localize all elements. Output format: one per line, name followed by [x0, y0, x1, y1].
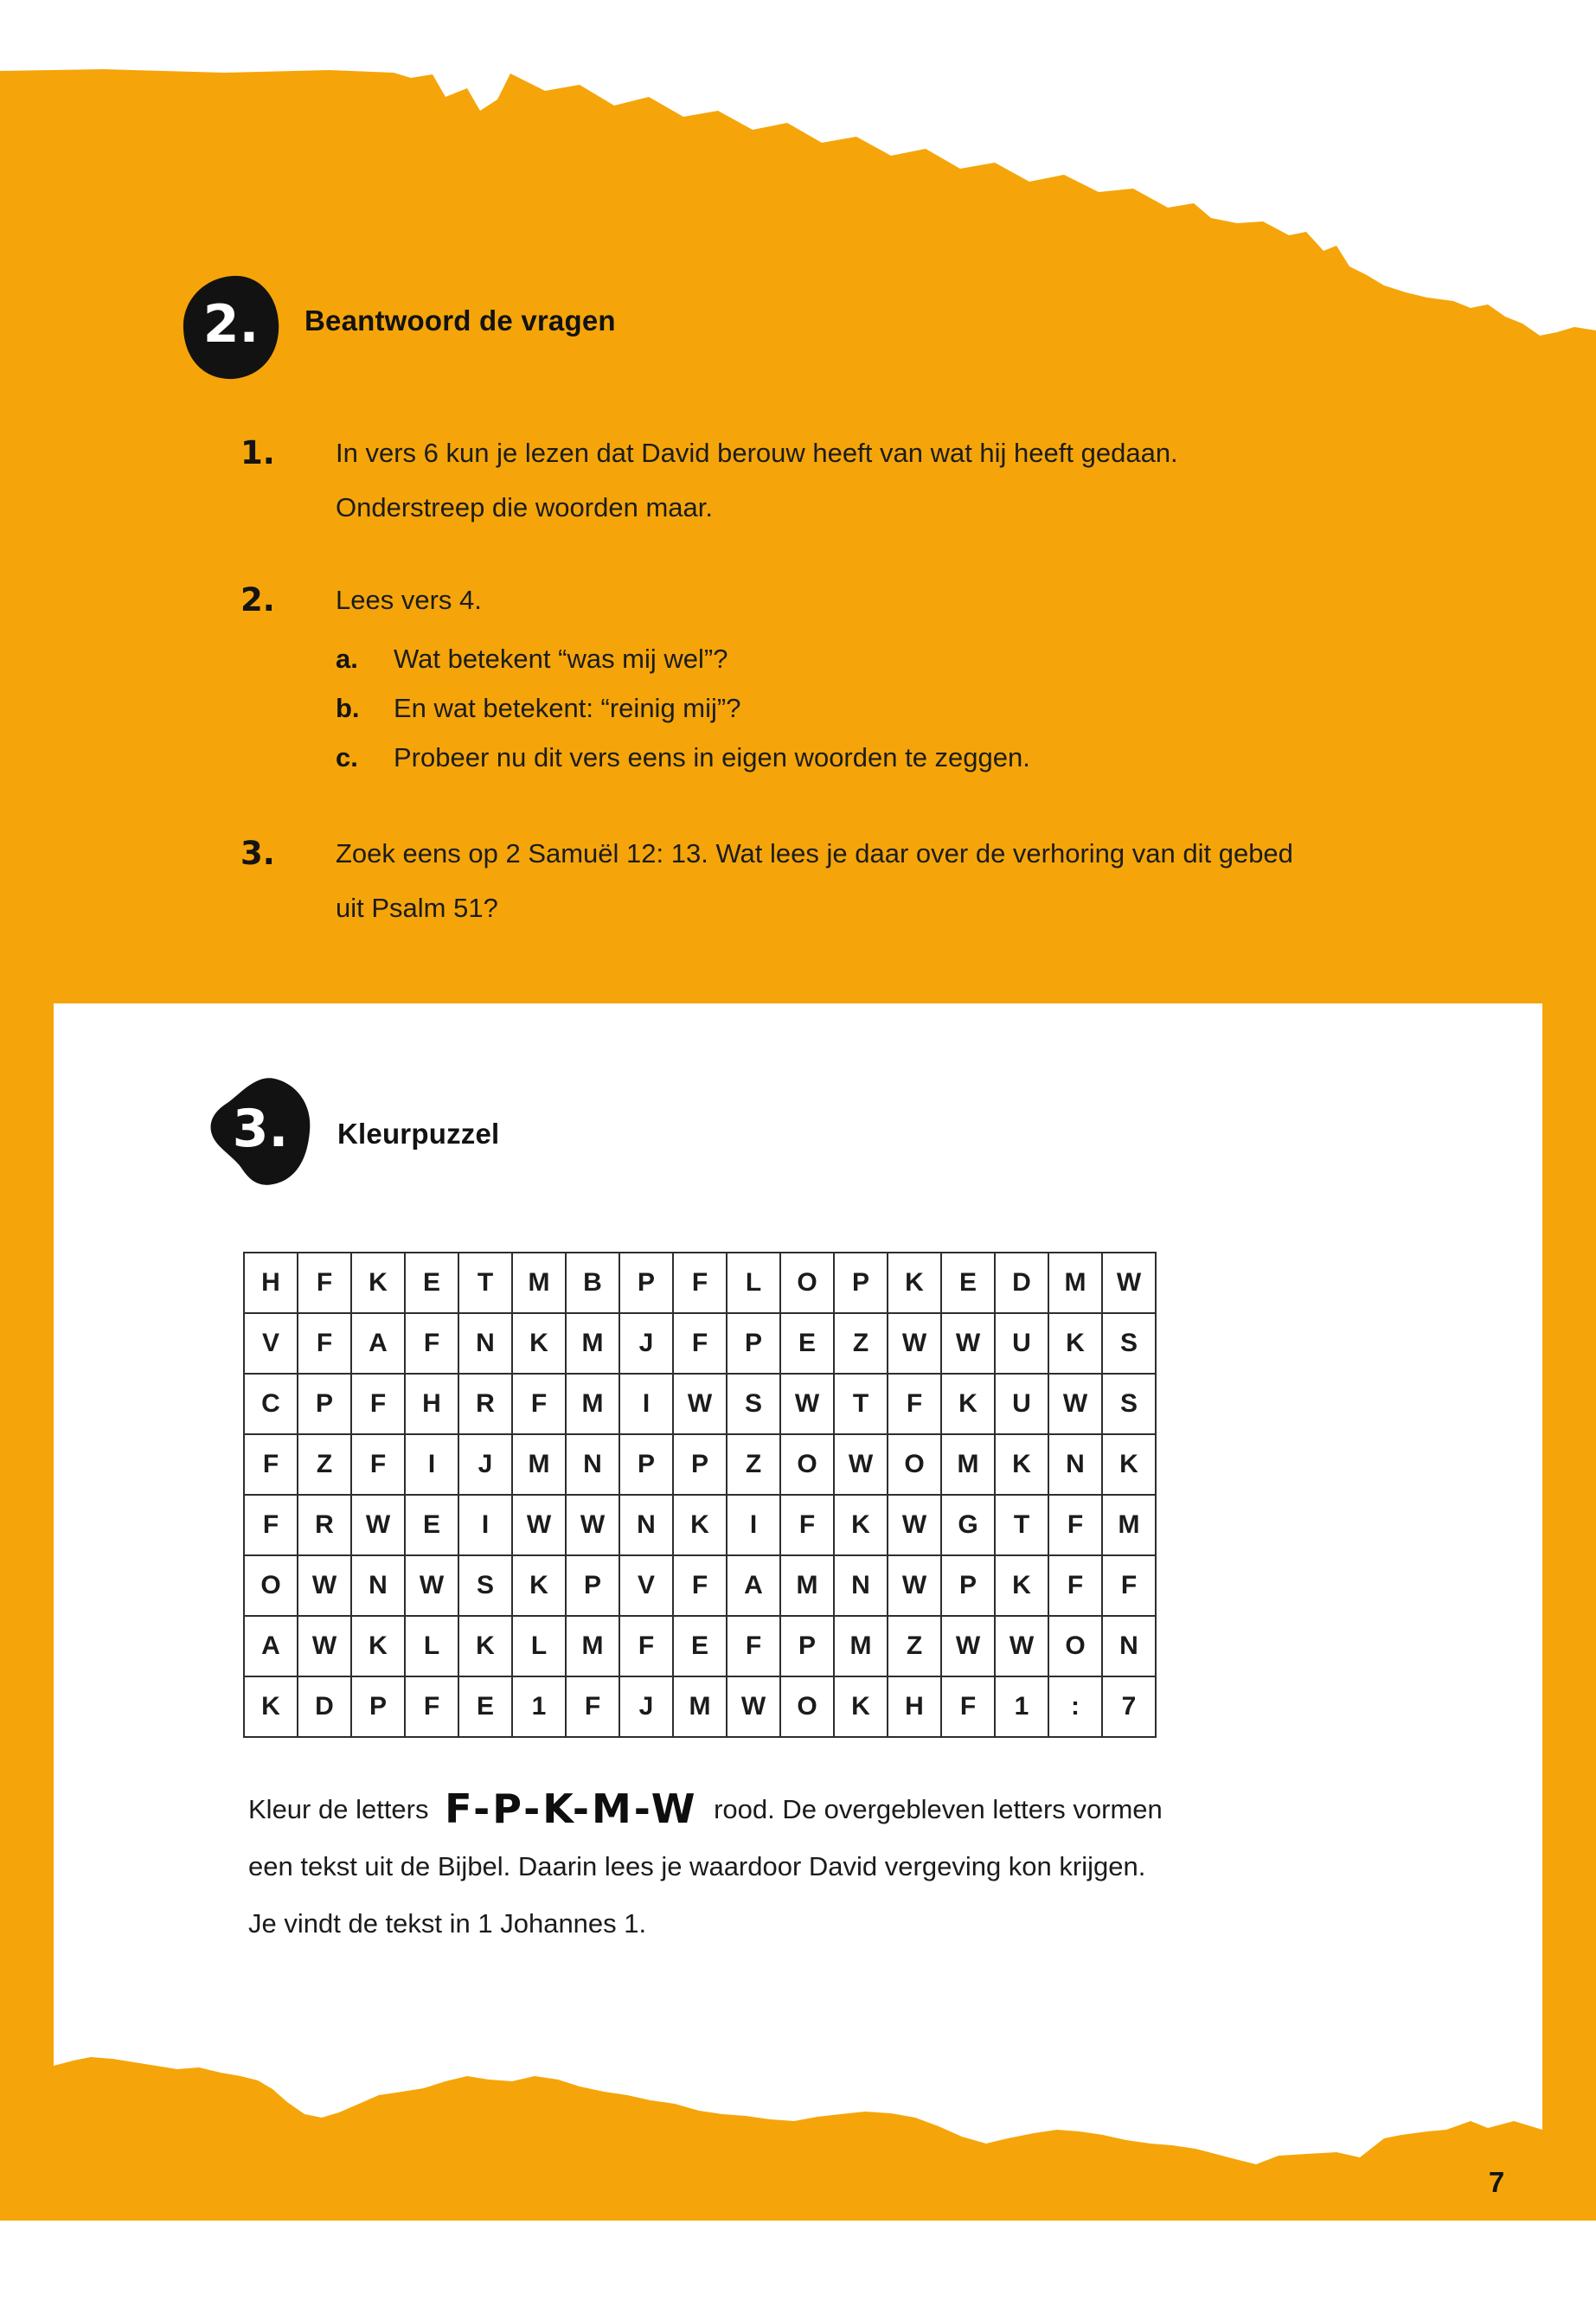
grid-cell: S	[1102, 1374, 1156, 1434]
grid-cell: F	[351, 1434, 405, 1495]
grid-cell: :	[1048, 1676, 1102, 1737]
grid-cell: F	[351, 1374, 405, 1434]
grid-cell: F	[1102, 1555, 1156, 1616]
grid-cell: W	[995, 1616, 1048, 1676]
grid-cell: W	[512, 1495, 566, 1555]
grid-cell: G	[941, 1495, 995, 1555]
grid-cell: S	[458, 1555, 512, 1616]
grid-cell: E	[673, 1616, 727, 1676]
grid-cell: P	[566, 1555, 619, 1616]
grid-row-8	[244, 1676, 1156, 1737]
grid-cell: F	[941, 1676, 995, 1737]
section-3-badge	[206, 1073, 315, 1190]
grid-cell: F	[298, 1313, 351, 1374]
grid-cell: M	[566, 1313, 619, 1374]
grid-cell: N	[458, 1313, 512, 1374]
grid-cell: M	[673, 1676, 727, 1737]
grid-cell: P	[351, 1676, 405, 1737]
grid-cell: D	[298, 1676, 351, 1737]
grid-cell: H	[405, 1374, 458, 1434]
grid-cell: I	[405, 1434, 458, 1495]
grid-cell: W	[566, 1495, 619, 1555]
grid-cell: B	[566, 1253, 619, 1313]
grid-cell: F	[405, 1313, 458, 1374]
puzzle-section-title: Kleurpuzzel	[337, 1118, 500, 1150]
grid-cell: W	[834, 1434, 888, 1495]
grid-cell: M	[566, 1374, 619, 1434]
puzzle-instructions: Kleur de letters F-P-K-M-W rood. De overgebleven letters vormen een tekst uit de Bijbel. Daarin lees je waardoor David vergeving kon krijgen. Je vindt de tekst in 1 Johannes 1.	[248, 1785, 1163, 1939]
grid-cell: T	[458, 1253, 512, 1313]
section-2-number: 2.	[202, 294, 260, 355]
grid-cell: F	[244, 1495, 298, 1555]
grid-cell: F	[298, 1253, 351, 1313]
questions-section-title: Beantwoord de vragen	[304, 304, 616, 336]
grid-cell: L	[512, 1616, 566, 1676]
question-item-3	[240, 826, 1293, 935]
question-body	[336, 826, 1293, 935]
grid-cell: J	[458, 1434, 512, 1495]
grid-cell: R	[458, 1374, 512, 1434]
grid-cell: Z	[298, 1434, 351, 1495]
grid-cell: M	[834, 1616, 888, 1676]
grid-cell: W	[727, 1676, 780, 1737]
subitem-label: a.	[336, 644, 358, 674]
grid-cell: Z	[888, 1616, 941, 1676]
grid-cell: V	[244, 1313, 298, 1374]
grid-cell: K	[458, 1616, 512, 1676]
grid-cell: F	[244, 1434, 298, 1495]
grid-cell: N	[566, 1434, 619, 1495]
section-3-number: 3.	[232, 1099, 289, 1159]
letter-grid	[243, 1252, 1157, 1738]
grid-cell: F	[1048, 1495, 1102, 1555]
grid-cell: 1	[995, 1676, 1048, 1737]
grid-cell: P	[780, 1616, 834, 1676]
grid-cell: F	[566, 1676, 619, 1737]
grid-cell: K	[1048, 1313, 1102, 1374]
grid-cell: I	[727, 1495, 780, 1555]
grid-cell: P	[727, 1313, 780, 1374]
grid-cell: E	[780, 1313, 834, 1374]
grid-cell: V	[619, 1555, 673, 1616]
grid-cell: K	[995, 1555, 1048, 1616]
grid-cell: O	[1048, 1616, 1102, 1676]
grid-cell: F	[1048, 1555, 1102, 1616]
grid-cell: K	[888, 1253, 941, 1313]
grid-cell: T	[995, 1495, 1048, 1555]
grid-cell: M	[512, 1434, 566, 1495]
section-2-badge	[180, 273, 282, 381]
page-number: 7	[1488, 2166, 1505, 2198]
grid-cell: K	[351, 1253, 405, 1313]
question-subitem-c	[336, 733, 1030, 782]
question-text: In vers 6 kun je lezen dat David berouw heeft van wat hij heeft gedaan. Onderstreep die woorden maar.	[336, 438, 1178, 522]
grid-cell: K	[834, 1676, 888, 1737]
grid-cell: P	[619, 1253, 673, 1313]
question-text: Lees vers 4.	[336, 585, 482, 615]
grid-cell: K	[512, 1313, 566, 1374]
grid-cell: K	[995, 1434, 1048, 1495]
grid-row-3	[244, 1374, 1156, 1434]
question-subitem-a	[336, 634, 1030, 683]
grid-cell: F	[673, 1555, 727, 1616]
grid-cell: I	[619, 1374, 673, 1434]
grid-cell: L	[727, 1253, 780, 1313]
grid-cell: H	[888, 1676, 941, 1737]
subitem-text: Wat betekent “was mij wel”?	[394, 644, 728, 674]
grid-cell: N	[1102, 1616, 1156, 1676]
grid-cell: C	[244, 1374, 298, 1434]
grid-cell: K	[512, 1555, 566, 1616]
subitem-label: b.	[336, 693, 360, 723]
grid-cell: W	[780, 1374, 834, 1434]
grid-cell: M	[1102, 1495, 1156, 1555]
grid-cell: W	[298, 1616, 351, 1676]
grid-cell: K	[834, 1495, 888, 1555]
question-subitem-b	[336, 683, 1030, 733]
grid-cell: D	[995, 1253, 1048, 1313]
grid-cell: S	[1102, 1313, 1156, 1374]
grid-cell: E	[941, 1253, 995, 1313]
grid-cell: N	[619, 1495, 673, 1555]
grid-cell: K	[941, 1374, 995, 1434]
question-number: 2.	[240, 581, 275, 619]
question-body	[336, 426, 1178, 535]
grid-cell: F	[727, 1616, 780, 1676]
grid-cell: M	[941, 1434, 995, 1495]
grid-cell: O	[780, 1434, 834, 1495]
grid-cell: E	[458, 1676, 512, 1737]
grid-cell: A	[244, 1616, 298, 1676]
subitem-text: En wat betekent: “reinig mij”?	[394, 693, 741, 723]
question-text: Zoek eens op 2 Samuël 12: 13. Wat lees je daar over de verhoring van dit gebed uit Psalm 51?	[336, 838, 1293, 923]
question-item-1	[240, 426, 1178, 535]
grid-cell: R	[298, 1495, 351, 1555]
grid-cell: T	[834, 1374, 888, 1434]
grid-cell: F	[619, 1616, 673, 1676]
question-body	[336, 573, 1030, 782]
grid-cell: Z	[727, 1434, 780, 1495]
grid-row-5	[244, 1495, 1156, 1555]
grid-cell: M	[780, 1555, 834, 1616]
grid-cell: M	[512, 1253, 566, 1313]
grid-row-2	[244, 1313, 1156, 1374]
question-subitems	[336, 634, 1030, 782]
grid-cell: F	[512, 1374, 566, 1434]
grid-cell: Z	[834, 1313, 888, 1374]
grid-cell: H	[244, 1253, 298, 1313]
grid-cell: W	[1102, 1253, 1156, 1313]
grid-cell: P	[941, 1555, 995, 1616]
subitem-label: c.	[336, 742, 358, 772]
grid-cell: M	[566, 1616, 619, 1676]
grid-row-4	[244, 1434, 1156, 1495]
grid-cell: W	[941, 1313, 995, 1374]
grid-cell: E	[405, 1495, 458, 1555]
grid-cell: A	[351, 1313, 405, 1374]
grid-cell: K	[244, 1676, 298, 1737]
grid-cell: J	[619, 1676, 673, 1737]
grid-cell: F	[673, 1313, 727, 1374]
grid-cell: U	[995, 1374, 1048, 1434]
grid-cell: O	[888, 1434, 941, 1495]
grid-cell: P	[619, 1434, 673, 1495]
grid-cell: A	[727, 1555, 780, 1616]
grid-cell: F	[673, 1253, 727, 1313]
grid-cell: W	[941, 1616, 995, 1676]
subitem-text: Probeer nu dit vers eens in eigen woorden te zeggen.	[394, 742, 1030, 772]
question-number: 3.	[240, 835, 275, 872]
grid-cell: W	[351, 1495, 405, 1555]
grid-cell: 7	[1102, 1676, 1156, 1737]
grid-cell: O	[780, 1253, 834, 1313]
question-item-2	[240, 573, 1030, 782]
grid-cell: P	[834, 1253, 888, 1313]
grid-cell: W	[888, 1495, 941, 1555]
grid-cell: W	[405, 1555, 458, 1616]
grid-row-7	[244, 1616, 1156, 1676]
grid-cell: P	[673, 1434, 727, 1495]
grid-cell: P	[298, 1374, 351, 1434]
grid-cell: W	[1048, 1374, 1102, 1434]
grid-cell: 1	[512, 1676, 566, 1737]
letters-to-color: F-P-K-M-W	[445, 1785, 698, 1832]
grid-cell: K	[673, 1495, 727, 1555]
grid-row-6	[244, 1555, 1156, 1616]
grid-cell: K	[1102, 1434, 1156, 1495]
grid-cell: E	[405, 1253, 458, 1313]
grid-cell: N	[1048, 1434, 1102, 1495]
grid-cell: N	[351, 1555, 405, 1616]
grid-cell: L	[405, 1616, 458, 1676]
grid-row-1	[244, 1253, 1156, 1313]
grid-cell: S	[727, 1374, 780, 1434]
grid-cell: F	[888, 1374, 941, 1434]
grid-cell: J	[619, 1313, 673, 1374]
question-number: 1.	[240, 434, 275, 471]
grid-cell: M	[1048, 1253, 1102, 1313]
grid-cell: U	[995, 1313, 1048, 1374]
grid-cell: O	[244, 1555, 298, 1616]
grid-cell: W	[673, 1374, 727, 1434]
grid-cell: O	[780, 1676, 834, 1737]
grid-cell: W	[298, 1555, 351, 1616]
grid-cell: F	[780, 1495, 834, 1555]
grid-cell: W	[888, 1555, 941, 1616]
grid-cell: F	[405, 1676, 458, 1737]
grid-cell: K	[351, 1616, 405, 1676]
grid-cell: W	[888, 1313, 941, 1374]
grid-cell: I	[458, 1495, 512, 1555]
grid-cell: N	[834, 1555, 888, 1616]
